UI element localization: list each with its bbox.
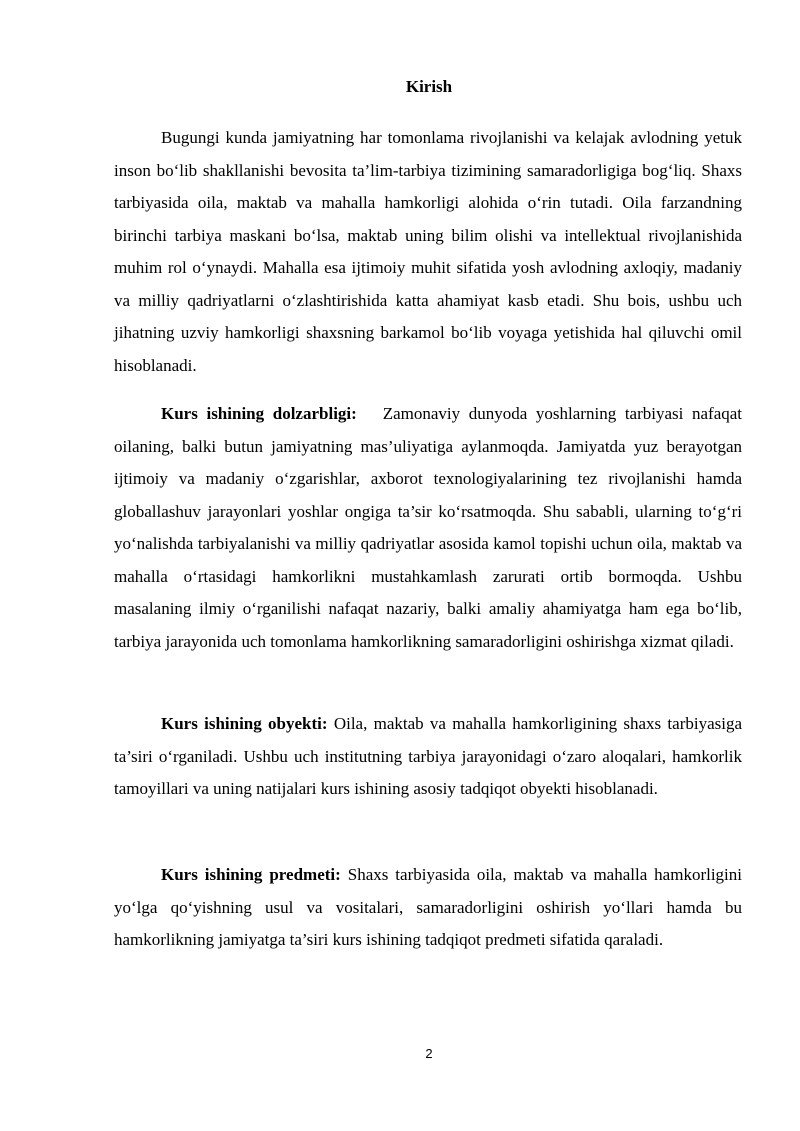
page-number: 2 [425,1046,433,1061]
subject-paragraph [114,859,742,957]
object-paragraph [114,708,742,806]
object-heading: Kurs ishining obyekti: [161,714,328,733]
object-text: Oila, maktab va mahalla hamkorligining shaxs tarbiyasiga ta’siri o‘rganiladi. Ushbu uch institutning tarbiya jarayonidagi o‘zaro aloqalari, hamkorlik tamoyillari va uning natijalari kurs ishining asosiy tadqiqot obyekti hisoblanadi. [114,714,743,798]
relevance-heading: Kurs ishining dolzarbligi: [161,404,357,423]
subject-heading: Kurs ishining predmeti: [161,865,341,884]
page-title: Kirish [405,77,453,96]
relevance-text: Zamonaviy dunyoda yoshlarning tarbiyasi nafaqat oilaning, balki butun jamiyatning mas’uliyatiga aylanmoqda. Jamiyatda yuz berayotgan ijtimoiy va madaniy o‘zgarishlar, axborot texnologiyalarining tez rivojlanishi hamda globallashuv jarayonlari yoshlar ongiga ta’sir ko‘rsatmoqda. Shu sababli, ularning to‘g‘ri yo‘nalishda tarbiyalanishi va milliy qadriyatlar asosida kamol topishi uchun oila, maktab va mahalla o‘rtasidagi hamkorlikni mustahkamlash zarurati ortib bormoqda. Ushbu masalaning ilmiy o‘rganilishi nafaqat nazariy, balki amaliy ahamiyatga ham ega bo‘lib, tarbiya jarayonida uch tomonlama hamkorlikning samaradorligini oshirishga xizmat qiladi. [114,404,743,651]
subject-text: Shaxs tarbiyasida oila, maktab va mahalla hamkorligini yo‘lga qo‘yishning usul va vositalari, samaradorligini oshirish yo‘llari hamda bu hamkorlikning jamiyatga ta’siri kurs ishining tadqiqot predmeti sifatida qaraladi. [114,865,743,949]
relevance-paragraph [114,398,742,658]
intro-paragraph [114,122,742,382]
intro-text: Bugungi kunda jamiyatning har tomonlama rivojlanishi va kelajak avlodning yetuk inson bo‘lib shakllanishi bevosita ta’lim-tarbiya tizimining samaradorligiga bog‘liq. Shaxs tarbiyasida oila, maktab va mahalla hamkorligi alohida o‘rin tutadi. Oila farzandning birinchi tarbiya maskani bo‘lsa, maktab uning bilim olishi va intellektual rivojlanishida muhim rol o‘ynaydi. Mahalla esa ijtimoiy muhit sifatida yosh avlodning axloqiy, madaniy va milliy qadriyatlarni o‘zlashtirishida katta ahamiyat kasb etadi. Shu bois, ushbu uch jihatning uzviy hamkorligi shaxsning barkamol bo‘lib voyaga yetishida hal qiluvchi omil hisoblanadi. [114,128,742,375]
